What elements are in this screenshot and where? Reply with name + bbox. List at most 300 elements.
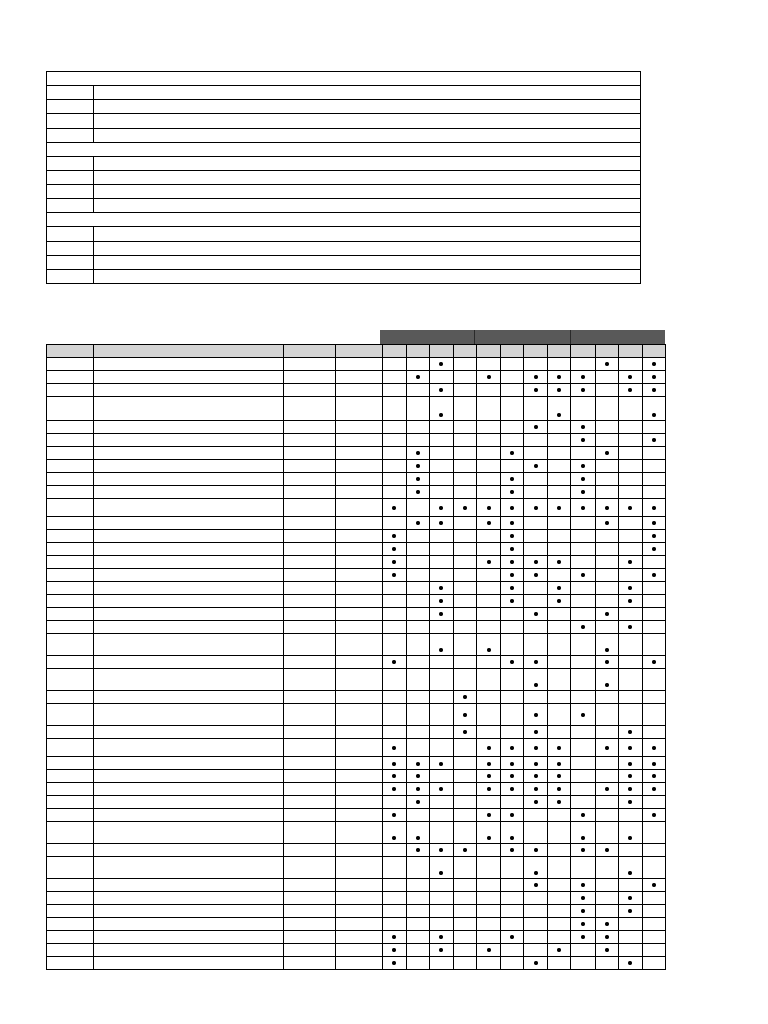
mark-dot (652, 774, 656, 778)
mark-cell (429, 822, 453, 844)
row-id (47, 473, 94, 486)
mark-cell (477, 957, 501, 970)
mark-cell (524, 582, 548, 595)
mark-cell (642, 726, 665, 739)
mark-cell (406, 857, 429, 879)
row-name (94, 879, 284, 892)
mark-cell (406, 621, 429, 634)
row-id (47, 957, 94, 970)
matrix-row (47, 892, 666, 905)
mark-cell (548, 957, 571, 970)
row-col-a (284, 634, 336, 656)
mark-cell (501, 621, 524, 634)
mark-dot (392, 506, 396, 510)
mark-cell (382, 556, 406, 569)
mark-cell (642, 669, 665, 691)
row-name (94, 543, 284, 556)
mark-cell (477, 739, 501, 757)
matrix-row (47, 669, 666, 691)
mark-cell (501, 447, 524, 460)
mark-cell (642, 857, 665, 879)
mark-cell (501, 905, 524, 918)
mark-dot (652, 438, 656, 442)
mark-dot (510, 560, 514, 564)
mark-cell (595, 582, 618, 595)
mark-cell (429, 582, 453, 595)
mark-cell (642, 704, 665, 726)
mark-cell (571, 796, 595, 809)
row-col-a (284, 460, 336, 473)
mark-cell (382, 656, 406, 669)
mark-cell (453, 569, 476, 582)
mark-cell (642, 486, 665, 499)
header-id (47, 345, 94, 358)
mark-cell (477, 669, 501, 691)
mark-cell (382, 669, 406, 691)
row-id (47, 499, 94, 517)
mark-cell (618, 447, 642, 460)
mark-cell (501, 608, 524, 621)
summary-row (47, 227, 641, 241)
summary-row-text (94, 255, 641, 269)
mark-dot (628, 506, 632, 510)
matrix-row (47, 809, 666, 822)
row-name (94, 783, 284, 796)
mark-cell (382, 857, 406, 879)
matrix-row (47, 530, 666, 543)
row-id (47, 892, 94, 905)
mark-cell (382, 770, 406, 783)
mark-cell (406, 739, 429, 757)
mark-cell (477, 726, 501, 739)
mark-dot (487, 506, 491, 510)
row-col-a (284, 857, 336, 879)
header-mark-column (642, 345, 665, 358)
mark-cell (406, 397, 429, 421)
matrix-row (47, 556, 666, 569)
mark-cell (477, 371, 501, 384)
mark-dot (628, 586, 632, 590)
summary-section-title (47, 72, 641, 86)
mark-dot (534, 730, 538, 734)
mark-cell (571, 358, 595, 371)
mark-cell (406, 582, 429, 595)
summary-section-title (47, 213, 641, 227)
mark-cell (406, 796, 429, 809)
mark-cell (548, 384, 571, 397)
mark-cell (453, 384, 476, 397)
mark-cell (595, 447, 618, 460)
mark-dot (605, 922, 609, 926)
mark-dot (557, 774, 561, 778)
mark-dot (463, 730, 467, 734)
mark-dot (628, 896, 632, 900)
mark-cell (595, 892, 618, 905)
mark-cell (642, 473, 665, 486)
mark-dot (510, 547, 514, 551)
mark-cell (429, 918, 453, 931)
mark-cell (429, 796, 453, 809)
row-name (94, 473, 284, 486)
mark-cell (406, 770, 429, 783)
mark-cell (571, 783, 595, 796)
mark-cell (595, 857, 618, 879)
mark-cell (548, 809, 571, 822)
row-id (47, 944, 94, 957)
mark-cell (618, 944, 642, 957)
mark-dot (557, 388, 561, 392)
mark-dot (557, 375, 561, 379)
mark-cell (595, 957, 618, 970)
mark-dot (605, 935, 609, 939)
mark-cell (548, 582, 571, 595)
mark-dot (557, 586, 561, 590)
mark-dot (392, 660, 396, 664)
mark-cell (453, 499, 476, 517)
row-col-a (284, 434, 336, 447)
matrix-row (47, 879, 666, 892)
row-name (94, 704, 284, 726)
row-name (94, 397, 284, 421)
mark-dot (487, 948, 491, 952)
mark-cell (453, 892, 476, 905)
mark-cell (524, 931, 548, 944)
row-col-a (284, 499, 336, 517)
summary-row (47, 199, 641, 213)
mark-cell (406, 656, 429, 669)
matrix-row (47, 757, 666, 770)
mark-dot (487, 746, 491, 750)
mark-dot (534, 713, 538, 717)
row-id (47, 918, 94, 931)
row-id (47, 582, 94, 595)
mark-cell (571, 918, 595, 931)
mark-cell (571, 556, 595, 569)
row-id (47, 739, 94, 757)
mark-dot (605, 451, 609, 455)
mark-cell (548, 739, 571, 757)
summary-row-number (47, 100, 94, 114)
mark-dot (510, 573, 514, 577)
mark-dot (628, 746, 632, 750)
header-mark-column (548, 345, 571, 358)
mark-dot (487, 560, 491, 564)
mark-cell (429, 517, 453, 530)
mark-cell (618, 473, 642, 486)
mark-dot (581, 375, 585, 379)
row-col-a (284, 358, 336, 371)
mark-cell (477, 944, 501, 957)
row-col-a (284, 621, 336, 634)
mark-cell (571, 944, 595, 957)
row-name (94, 460, 284, 473)
mark-cell (382, 608, 406, 621)
mark-cell (548, 371, 571, 384)
matrix-row (47, 473, 666, 486)
summary-section-title (47, 142, 641, 156)
mark-cell (642, 371, 665, 384)
summary-section-title-row (47, 72, 641, 86)
mark-dot (392, 573, 396, 577)
row-id (47, 358, 94, 371)
matrix-row (47, 486, 666, 499)
summary-row-text (94, 156, 641, 170)
mark-cell (548, 822, 571, 844)
mark-cell (595, 384, 618, 397)
mark-cell (548, 556, 571, 569)
mark-dot (652, 762, 656, 766)
matrix-row (47, 569, 666, 582)
row-name (94, 499, 284, 517)
mark-cell (429, 944, 453, 957)
row-col-b (336, 822, 382, 844)
mark-cell (453, 595, 476, 608)
mark-cell (406, 944, 429, 957)
mark-dot (392, 813, 396, 817)
mark-dot (439, 362, 443, 366)
row-col-a (284, 892, 336, 905)
mark-cell (571, 569, 595, 582)
row-col-b (336, 796, 382, 809)
row-col-a (284, 486, 336, 499)
row-name (94, 358, 284, 371)
summary-row-text (94, 199, 641, 213)
matrix-row (47, 582, 666, 595)
mark-dot (487, 762, 491, 766)
mark-cell (524, 726, 548, 739)
row-col-a (284, 384, 336, 397)
row-col-a (284, 371, 336, 384)
mark-dot (392, 935, 396, 939)
mark-cell (501, 656, 524, 669)
row-name (94, 569, 284, 582)
mark-cell (382, 421, 406, 434)
mark-cell (382, 486, 406, 499)
mark-cell (548, 543, 571, 556)
mark-cell (501, 809, 524, 822)
mark-cell (382, 931, 406, 944)
mark-dot (628, 909, 632, 913)
mark-cell (406, 530, 429, 543)
mark-cell (548, 421, 571, 434)
mark-cell (382, 739, 406, 757)
mark-cell (453, 434, 476, 447)
mark-dot (628, 836, 632, 840)
row-id (47, 569, 94, 582)
mark-dot (652, 521, 656, 525)
mark-cell (642, 844, 665, 857)
row-name (94, 384, 284, 397)
mark-cell (548, 879, 571, 892)
mark-cell (595, 530, 618, 543)
row-id (47, 783, 94, 796)
mark-cell (406, 358, 429, 371)
mark-dot (605, 506, 609, 510)
mark-cell (477, 783, 501, 796)
mark-dot (510, 521, 514, 525)
mark-dot (416, 464, 420, 468)
row-col-b (336, 397, 382, 421)
mark-dot (510, 787, 514, 791)
matrix-row (47, 918, 666, 931)
row-id (47, 621, 94, 634)
mark-dot (392, 774, 396, 778)
row-col-b (336, 582, 382, 595)
mark-cell (642, 384, 665, 397)
row-id (47, 371, 94, 384)
summary-row-number (47, 185, 94, 199)
mark-dot (416, 800, 420, 804)
mark-cell (429, 879, 453, 892)
mark-cell (453, 857, 476, 879)
mark-cell (571, 726, 595, 739)
mark-cell (618, 704, 642, 726)
summary-row (47, 269, 641, 283)
row-id (47, 796, 94, 809)
mark-cell (453, 517, 476, 530)
matrix-row (47, 656, 666, 669)
mark-cell (382, 726, 406, 739)
mark-cell (477, 421, 501, 434)
mark-cell (477, 844, 501, 857)
mark-cell (548, 530, 571, 543)
mark-cell (477, 879, 501, 892)
mark-cell (618, 582, 642, 595)
matrix-row (47, 358, 666, 371)
mark-cell (406, 421, 429, 434)
row-col-b (336, 704, 382, 726)
mark-dot (439, 948, 443, 952)
mark-cell (524, 543, 548, 556)
mark-cell (429, 704, 453, 726)
mark-dot (439, 388, 443, 392)
mark-cell (618, 809, 642, 822)
mark-cell (501, 421, 524, 434)
mark-cell (382, 918, 406, 931)
row-id (47, 757, 94, 770)
matrix-row (47, 726, 666, 739)
mark-cell (618, 486, 642, 499)
mark-dot (510, 762, 514, 766)
mark-cell (477, 770, 501, 783)
mark-cell (524, 384, 548, 397)
row-col-b (336, 621, 382, 634)
row-name (94, 421, 284, 434)
column-group (475, 330, 570, 344)
mark-dot (392, 547, 396, 551)
mark-cell (453, 844, 476, 857)
mark-cell (571, 543, 595, 556)
mark-dot (534, 746, 538, 750)
mark-cell (382, 543, 406, 556)
row-col-b (336, 447, 382, 460)
mark-cell (501, 434, 524, 447)
mark-cell (382, 569, 406, 582)
mark-dot (439, 599, 443, 603)
row-name (94, 844, 284, 857)
summary-body (47, 72, 641, 284)
mark-cell (382, 371, 406, 384)
mark-cell (595, 669, 618, 691)
mark-cell (571, 739, 595, 757)
summary-row-number (47, 199, 94, 213)
mark-dot (510, 599, 514, 603)
mark-cell (548, 796, 571, 809)
row-col-b (336, 757, 382, 770)
row-col-b (336, 634, 382, 656)
mark-cell (571, 857, 595, 879)
summary-row-text (94, 185, 641, 199)
mark-cell (548, 499, 571, 517)
row-id (47, 809, 94, 822)
mark-cell (453, 809, 476, 822)
mark-cell (406, 844, 429, 857)
row-col-b (336, 499, 382, 517)
mark-cell (548, 691, 571, 704)
mark-cell (501, 783, 524, 796)
mark-cell (453, 421, 476, 434)
mark-cell (618, 371, 642, 384)
mark-cell (382, 397, 406, 421)
mark-cell (618, 543, 642, 556)
row-name (94, 757, 284, 770)
mark-cell (406, 608, 429, 621)
mark-dot (581, 909, 585, 913)
mark-cell (453, 397, 476, 421)
row-col-b (336, 857, 382, 879)
mark-cell (501, 857, 524, 879)
mark-cell (571, 879, 595, 892)
mark-dot (605, 362, 609, 366)
summary-row-number (47, 241, 94, 255)
mark-dot (652, 375, 656, 379)
mark-cell (453, 634, 476, 656)
mark-dot (534, 573, 538, 577)
mark-cell (429, 757, 453, 770)
mark-cell (382, 844, 406, 857)
mark-dot (581, 464, 585, 468)
mark-dot (534, 774, 538, 778)
matrix-body (47, 358, 666, 970)
header-mark-column (382, 345, 406, 358)
row-name (94, 634, 284, 656)
mark-cell (477, 918, 501, 931)
mark-cell (595, 634, 618, 656)
mark-cell (571, 384, 595, 397)
column-group (380, 330, 475, 344)
matrix-row (47, 447, 666, 460)
mark-cell (618, 434, 642, 447)
mark-cell (429, 669, 453, 691)
mark-dot (557, 506, 561, 510)
row-col-b (336, 726, 382, 739)
mark-cell (429, 530, 453, 543)
mark-cell (501, 892, 524, 905)
matrix-table (46, 344, 666, 970)
row-name (94, 486, 284, 499)
mark-cell (618, 796, 642, 809)
matrix-row (47, 783, 666, 796)
mark-cell (618, 857, 642, 879)
mark-dot (581, 625, 585, 629)
row-id (47, 857, 94, 879)
mark-cell (642, 530, 665, 543)
mark-dot (510, 813, 514, 817)
mark-cell (524, 669, 548, 691)
mark-cell (618, 931, 642, 944)
mark-cell (501, 757, 524, 770)
mark-cell (429, 957, 453, 970)
